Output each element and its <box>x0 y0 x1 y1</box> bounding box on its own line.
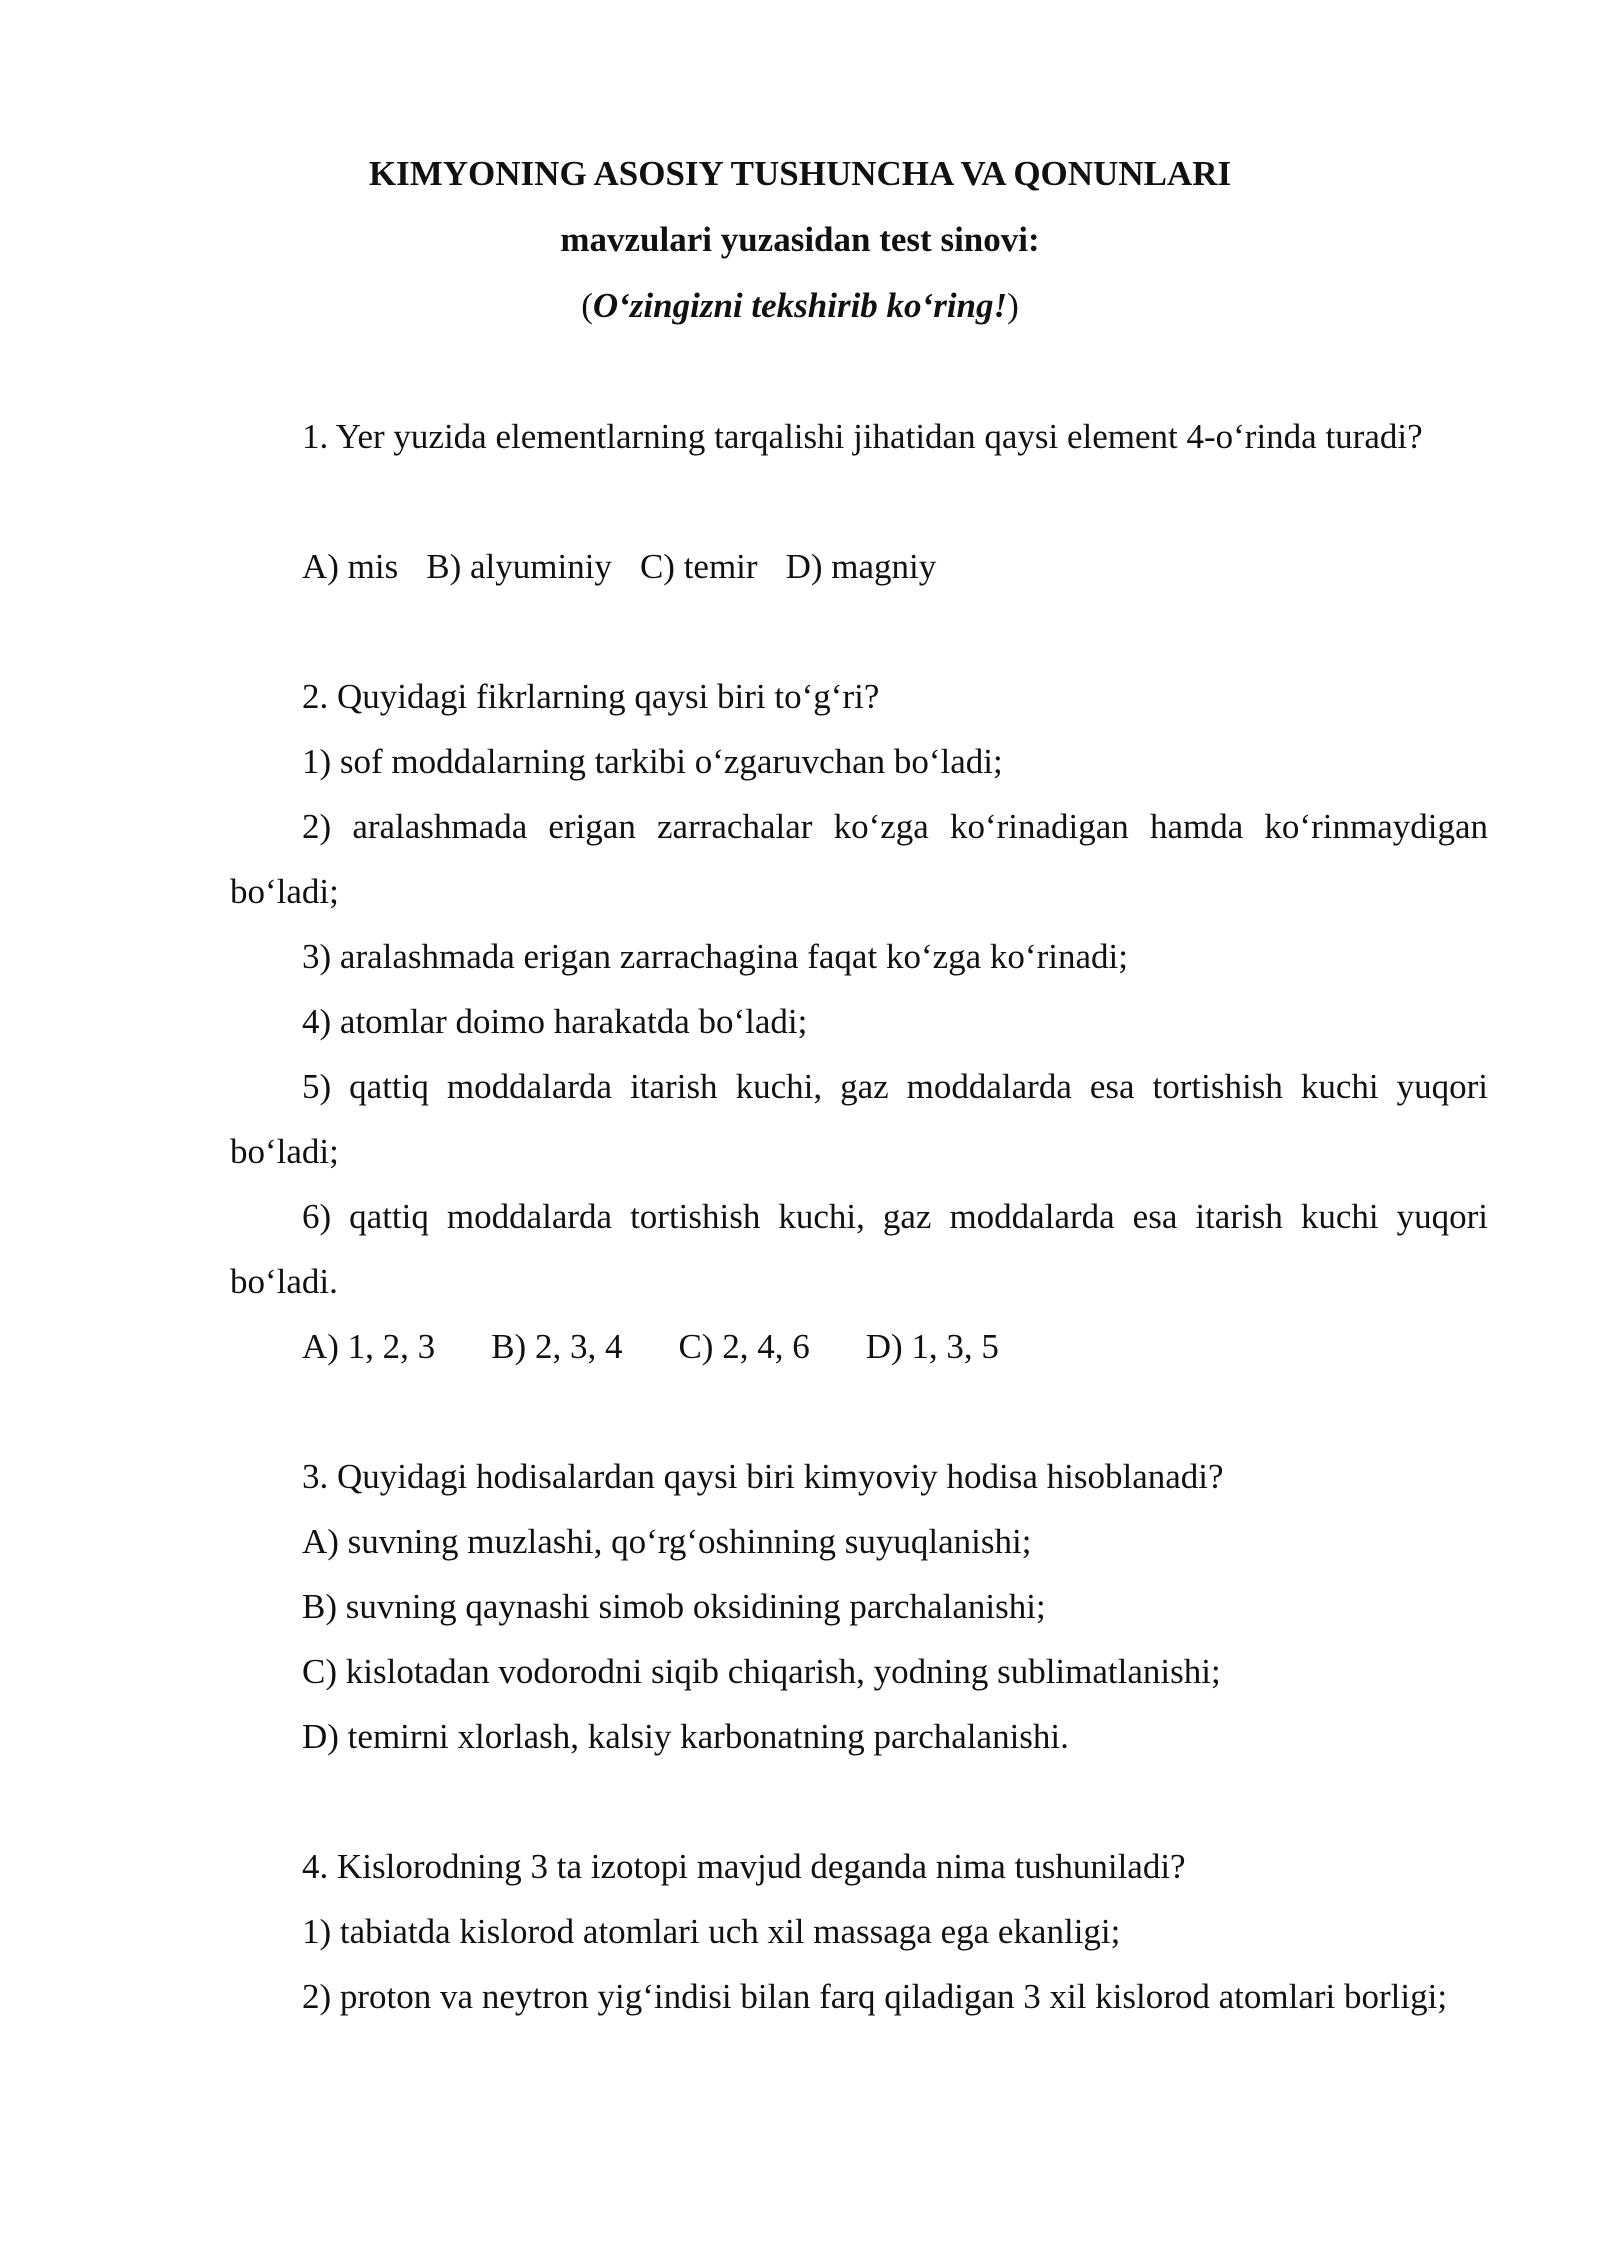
question-3-text: 3. Quyidagi hodisalardan qaysi biri kimyoviy hodisa hisoblanadi? <box>302 1457 1224 1496</box>
q3-option-c: C) kislotadan vodorodni siqib chiqarish, yodning sublimatlanishi; <box>302 1652 1221 1691</box>
q3-option-d: D) temirni xlorlash, kalsiy karbonatning parchalanishi. <box>302 1717 1069 1756</box>
q1-option-b: B) alyuminiy <box>426 547 612 586</box>
q3-option-a: A) suvning muzlashi, qo‘rg‘oshinning suyuqlanishi; <box>302 1522 1032 1561</box>
question-2-options <box>302 1314 1560 1379</box>
q2-item-2: 2) aralashmada erigan zarrachalar ko‘zga ko‘rinadigan hamda ko‘rinmaydigan bo‘ladi; <box>230 807 1488 911</box>
q4-item-1: 1) tabiatda kislorod atomlari uch xil massaga ega ekanligi; <box>302 1912 1121 1951</box>
question-1-options <box>302 534 1560 599</box>
document-note <box>0 286 1600 326</box>
q2-item-5: 5) qattiq moddalarda itarish kuchi, gaz moddalarda esa tortishish kuchi yuqori bo‘ladi; <box>230 1067 1488 1171</box>
document-subtitle: mavzulari yuzasidan test sinovi: <box>560 220 1040 259</box>
q2-option-a: A) 1, 2, 3 <box>302 1327 436 1366</box>
document-title: KIMYONING ASOSIY TUSHUNCHA VA QONUNLARI <box>368 154 1232 193</box>
note-close-paren: ) <box>1007 286 1019 325</box>
q2-item-1: 1) sof moddalarning tarkibi o‘zgaruvchan bo‘ladi; <box>302 742 1003 781</box>
q2-item-6: 6) qattiq moddalarda tortishish kuchi, gaz moddalarda esa itarish kuchi yuqori bo‘ladi. <box>230 1197 1488 1301</box>
q4-item-2: 2) proton va neytron yig‘indisi bilan farq qiladigan 3 xil kislorod atomlari borligi; <box>302 1977 1448 2016</box>
q2-item-3: 3) aralashmada erigan zarrachagina faqat ko‘zga ko‘rinadi; <box>302 937 1128 976</box>
q2-option-d: D) 1, 3, 5 <box>865 1327 999 1366</box>
q2-option-c: C) 2, 4, 6 <box>678 1327 810 1366</box>
question-1-text: 1. Yer yuzida elementlarning tarqalishi jihatidan qaysi element 4-o‘rinda turadi? <box>302 417 1423 456</box>
q3-option-b: B) suvning qaynashi simob oksidining parchalanishi; <box>302 1587 1046 1626</box>
q2-item-4: 4) atomlar doimo harakatda bo‘ladi; <box>302 1002 808 1041</box>
q1-option-a: A) mis <box>302 547 399 586</box>
q1-option-c: C) temir <box>639 547 758 586</box>
question-4-text: 4. Kislorodning 3 ta izotopi mavjud deganda nima tushuniladi? <box>302 1847 1186 1886</box>
note-text: O‘zingizni tekshirib ko‘ring! <box>592 286 1008 325</box>
q1-option-d: D) magniy <box>785 547 937 586</box>
question-2-text: 2. Quyidagi fikrlarning qaysi biri to‘g‘ri? <box>302 677 880 716</box>
q2-option-b: B) 2, 3, 4 <box>491 1327 623 1366</box>
note-open-paren: ( <box>581 286 593 325</box>
